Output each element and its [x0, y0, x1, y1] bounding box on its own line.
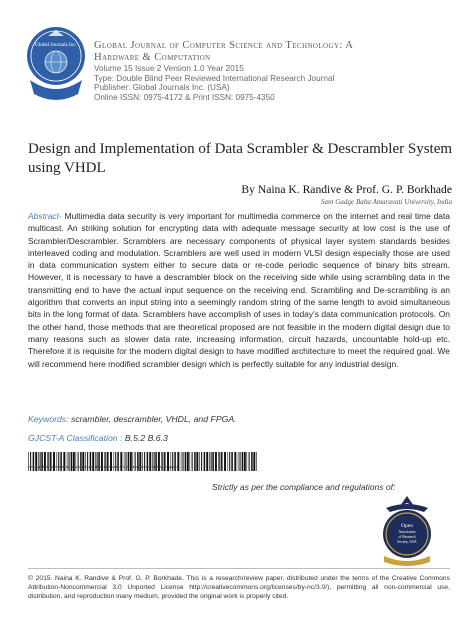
journal-issn: Online ISSN: 0975-4172 & Print ISSN: 0975-4350 — [94, 92, 275, 102]
keywords-text: scrambler, descrambler, VHDL, and FPGA. — [68, 414, 237, 424]
paper-authors: By Naina K. Randive & Prof. G. P. Borkhade — [241, 183, 452, 196]
classification-text: B.5.2 B.6.3 — [122, 433, 168, 443]
abstract — [28, 210, 450, 370]
compliance-note: Strictly as per the compliance and regulations of: — [212, 482, 396, 492]
journal-publisher: Publisher: Global Journals Inc. (USA) — [94, 83, 230, 93]
footer-divider — [28, 568, 450, 569]
copyright-footer: © 2015. Naina K. Randive & Prof. G. P. Borkhade. This is a research/review paper, distributed under the terms of the Creative Commons Attribution-Noncommercial 3.0 Unported License http://creativecommons.org/licenses/by-nc/3.0/), permitting all non-commercial use, distribution, and reproduction inany medium, provided the original work is properly cited. — [28, 575, 450, 601]
classification — [28, 433, 168, 443]
svg-text:Global Journals Inc.: Global Journals Inc. — [35, 42, 77, 48]
abstract-label: Abstract- — [28, 211, 62, 221]
journal-logo — [26, 22, 86, 104]
journal-type: Type: Double Blind Peer Reviewed International Research Journal — [94, 73, 335, 83]
keywords-label: Keywords: — [28, 414, 69, 424]
abstract-text: Multimedia data security is very important for multimedia commerce on the internet and real time data multicast. An striking solution for encrypting data with adequate message security at low cost is the use of Scrambler/Descrambler. Scramblers are necessary components of physical layer system standards besides interleaved coding and modulation. Scramblers are well used in modern VLSI design especially those are used in data communication system either to secure data or re-code periodic sequence of binary bits stream. However, it is necessary to have a descrambler block on the receiving side while using scrambling data in the transmitting end to have the actual input sequence on the receiving end. Scrambling and De-scrambling is an algorithm that converts an input string into a seemingly random string of the same length to avoid simultaneous bits in the long format of data. Scramblers have accomplish of uses in today's data communication protocols. On the other hand, those methods that are theoretical proposed are not feasible in the modern digital design due to many reasons such as slower data rate, increasing information, circuit hazards, uncountable hold-up etc. Therefore it is requisite for the modern digital design to have modified architecture to meet the required goal. We will recommend here modified scrambler design which is perfectly suitable for any industrial design. — [28, 211, 450, 369]
seal-emblem-icon — [376, 494, 438, 570]
journal-title-line2: Hardware & Computation — [94, 52, 211, 63]
svg-text:Society, USA: Society, USA — [397, 540, 417, 544]
journal-volume: Volume 15 Issue 2 Version 1.0 Year 2015 — [94, 64, 244, 73]
svg-text:of Research: of Research — [398, 535, 416, 539]
barcode-text: DesignandImplementationofDataScramblerDescramblerSystemusingVHDL — [28, 466, 181, 470]
svg-text:Association: Association — [398, 530, 416, 534]
svg-text:Open: Open — [401, 523, 413, 529]
paper-affiliation: Sant Gadge Baba Amaravati University, India — [320, 198, 452, 206]
globe-logo-icon — [26, 22, 86, 104]
paper-title: Design and Implementation of Data Scrambler & Descrambler System using VHDL — [28, 141, 453, 176]
keywords — [28, 414, 450, 424]
journal-title-line1: Global Journal of Computer Science and Technology: A — [94, 40, 354, 51]
oars-seal — [376, 494, 438, 570]
classification-label: GJCST-A Classification : — [28, 433, 123, 443]
journal-header — [94, 40, 466, 102]
